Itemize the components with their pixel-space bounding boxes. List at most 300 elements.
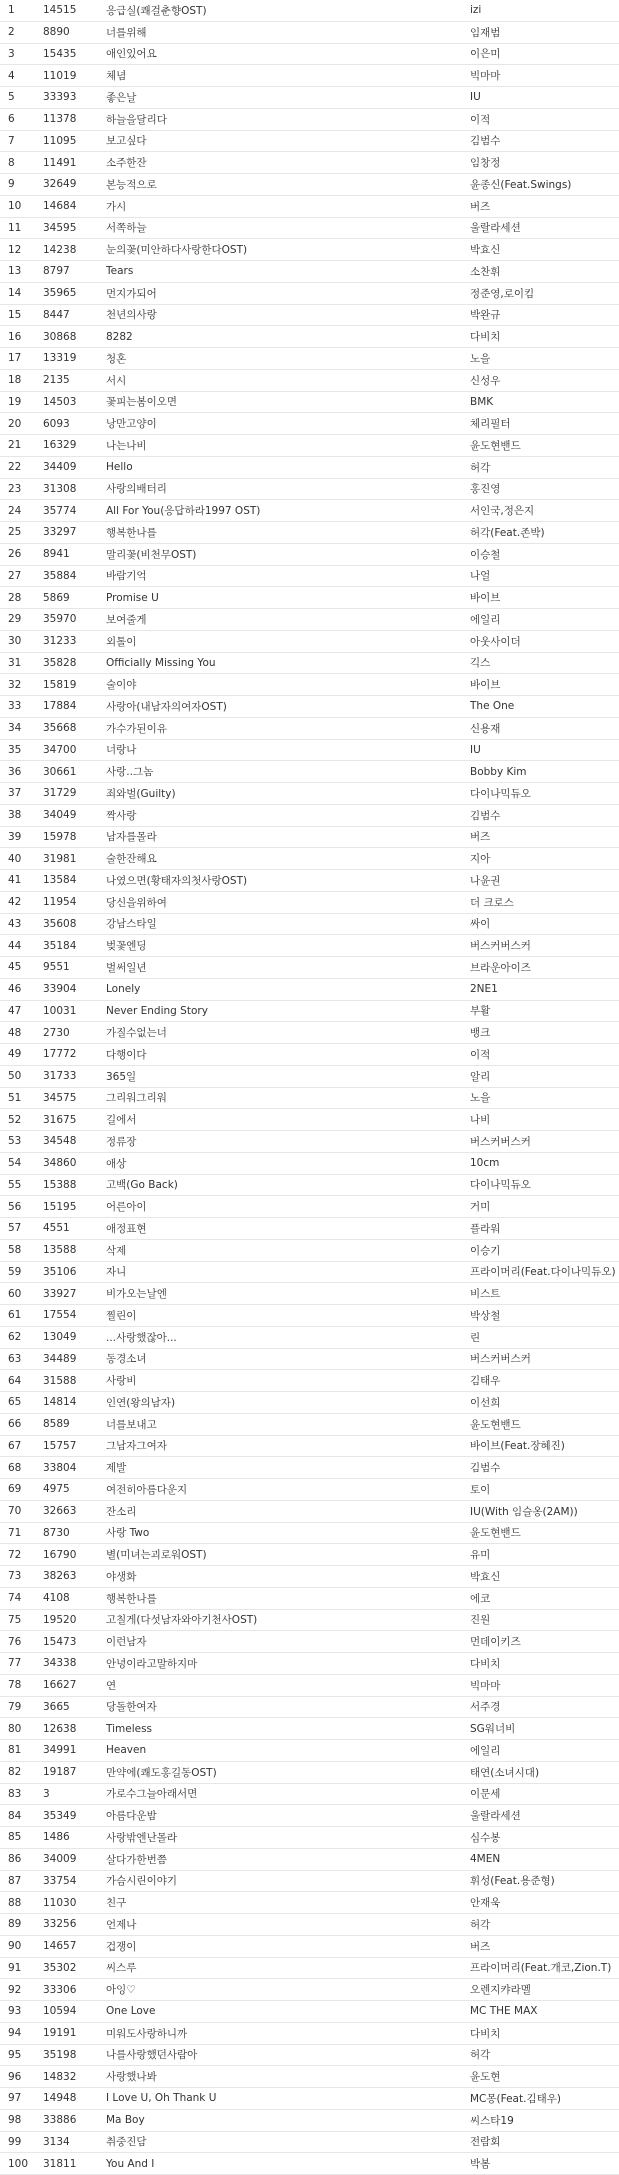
song-number-cell: 34991 [43, 1744, 77, 1757]
song-number-cell: 33297 [43, 526, 77, 539]
song-number-cell: 34049 [43, 809, 77, 822]
song-title-cell: 별(미녀는괴로워OST) [106, 1549, 207, 1562]
table-row [0, 1435, 619, 1457]
rank-cell: 14 [8, 287, 22, 300]
table-row [0, 935, 619, 957]
song-number-cell: 8730 [43, 1526, 70, 1539]
rank-cell: 22 [8, 461, 22, 474]
artist-cell: 휘성(Feat.용준형) [470, 1875, 555, 1888]
rank-cell: 37 [8, 787, 22, 800]
song-number-cell: 12638 [43, 1722, 77, 1735]
song-title-cell: 가슴시린이야기 [106, 1875, 178, 1888]
artist-cell: 다비치 [470, 2027, 501, 2040]
song-title-cell: 사랑아(내남자의여자OST) [106, 700, 227, 713]
artist-cell: 바이브(Feat.장혜진) [470, 1440, 565, 1453]
artist-cell: SG워너비 [470, 1723, 516, 1736]
table-row [0, 1696, 619, 1718]
table-row [0, 326, 619, 348]
song-number-cell: 35302 [43, 1961, 77, 1974]
song-title-cell: 비가오는날엔 [106, 1288, 167, 1301]
table-row [0, 1174, 619, 1196]
artist-cell: 이적 [470, 1048, 491, 1061]
song-number-cell: 34575 [43, 1091, 77, 1104]
table-row [0, 696, 619, 718]
table-row [0, 543, 619, 565]
song-title-cell: 술이야 [106, 679, 137, 692]
rank-cell: 71 [8, 1526, 22, 1539]
song-number-cell: 33886 [43, 2114, 77, 2127]
table-row [0, 783, 619, 805]
song-title-cell: 죄와벌(Guilty) [106, 787, 176, 800]
table-row [0, 1500, 619, 1522]
artist-cell: 임창정 [470, 157, 501, 170]
rank-cell: 73 [8, 1570, 22, 1583]
song-number-cell: 34595 [43, 221, 77, 234]
rank-cell: 96 [8, 2070, 22, 2083]
song-title-cell: 좋은날 [106, 91, 137, 104]
song-title-cell: 외톨이 [106, 635, 137, 648]
song-number-cell: 34338 [43, 1657, 77, 1670]
rank-cell: 27 [8, 569, 22, 582]
song-title-cell: 취중진담 [106, 2136, 147, 2149]
song-number-cell: 19520 [43, 1613, 77, 1626]
table-row [0, 500, 619, 522]
song-number-cell: 35774 [43, 504, 77, 517]
artist-cell: 김범수 [470, 135, 501, 148]
song-title-cell: 사랑밖엔난몰라 [106, 1831, 178, 1844]
song-number-cell: 6093 [43, 417, 70, 430]
song-number-cell: 35828 [43, 656, 77, 669]
artist-cell: 울랄라세션 [470, 1810, 521, 1823]
artist-cell: 빅마마 [470, 1679, 501, 1692]
song-number-cell: 8589 [43, 1418, 70, 1431]
table-row [0, 1196, 619, 1218]
song-title-cell: 천년의사랑 [106, 309, 157, 322]
song-title-cell: 여전히아름다운지 [106, 1483, 188, 1496]
table-row [0, 1022, 619, 1044]
song-title-cell: Officially Missing You [106, 656, 216, 669]
table-row [0, 174, 619, 196]
table-row [0, 609, 619, 631]
artist-cell: 태연(소녀시대) [470, 1766, 540, 1779]
artist-cell: IU [470, 91, 481, 104]
artist-cell: 안재욱 [470, 1897, 501, 1910]
artist-cell: 뱅크 [470, 1027, 491, 1040]
artist-cell: MC몽(Feat.김태우) [470, 2092, 561, 2105]
artist-cell: 울랄라세션 [470, 222, 521, 235]
song-title-cell: 사랑 Two [106, 1527, 150, 1540]
rank-cell: 46 [8, 983, 22, 996]
song-title-cell: 하늘을달리다 [106, 113, 167, 126]
rank-cell: 86 [8, 1853, 22, 1866]
song-title-cell: Ma Boy [106, 2114, 145, 2127]
rank-cell: 55 [8, 1178, 22, 1191]
artist-cell: 유미 [470, 1549, 491, 1562]
artist-cell: 비스트 [470, 1288, 501, 1301]
rank-cell: 57 [8, 1222, 22, 1235]
rank-cell: 54 [8, 1157, 22, 1170]
artist-cell: 2NE1 [470, 983, 498, 996]
song-title-cell: 눈의꽃(미안하다사랑한다OST) [106, 244, 248, 257]
artist-cell: 4MEN [470, 1853, 501, 1866]
song-title-cell: Never Ending Story [106, 1004, 208, 1017]
rank-cell: 79 [8, 1700, 22, 1713]
artist-cell: izi [470, 4, 482, 17]
song-number-cell: 13584 [43, 874, 77, 887]
rank-cell: 52 [8, 1113, 22, 1126]
song-number-cell: 17884 [43, 700, 77, 713]
song-title-cell: I Love U, Oh Thank U [106, 2092, 217, 2105]
table-row [0, 87, 619, 109]
artist-cell: 오렌지캬라멜 [470, 1984, 531, 1997]
table-row [0, 652, 619, 674]
song-number-cell: 15757 [43, 1439, 77, 1452]
song-title-cell: ...사랑했잖아... [106, 1331, 177, 1344]
artist-cell: 다이나믹듀오 [470, 787, 531, 800]
song-number-cell: 3134 [43, 2135, 70, 2148]
artist-cell: 다이나믹듀오 [470, 1179, 531, 1192]
artist-cell: 심수봉 [470, 1831, 501, 1844]
artist-cell: 10cm [470, 1157, 500, 1170]
song-title-cell: 제발 [106, 1462, 127, 1475]
rank-cell: 47 [8, 1004, 22, 1017]
artist-cell: 버즈 [470, 1940, 491, 1953]
rank-cell: 24 [8, 504, 22, 517]
table-row [0, 739, 619, 761]
song-title-cell: 언제나 [106, 1918, 137, 1931]
song-number-cell: 19191 [43, 2027, 77, 2040]
table-row [0, 65, 619, 87]
rank-cell: 80 [8, 1722, 22, 1735]
rank-cell: 21 [8, 439, 22, 452]
table-row [0, 43, 619, 65]
artist-cell: 버스커버스커 [470, 940, 531, 953]
song-title-cell: 아잉♡ [106, 1984, 136, 1997]
song-number-cell: 11095 [43, 134, 77, 147]
table-row [0, 261, 619, 283]
table-row [0, 1653, 619, 1675]
artist-cell: 홍진영 [470, 483, 501, 496]
table-row [0, 913, 619, 935]
song-number-cell: 11954 [43, 896, 77, 909]
song-number-cell: 8447 [43, 308, 70, 321]
song-title-cell: 자니 [106, 1266, 127, 1279]
table-row [0, 522, 619, 544]
song-title-cell: 길에서 [106, 1114, 137, 1127]
rank-cell: 15 [8, 308, 22, 321]
artist-cell: 진원 [470, 1614, 491, 1627]
table-row [0, 1348, 619, 1370]
table-row [0, 1870, 619, 1892]
artist-cell: 에일리 [470, 613, 501, 626]
artist-cell: 다비치 [470, 1657, 501, 1670]
artist-cell: 더 크로스 [470, 896, 514, 909]
rank-cell: 39 [8, 830, 22, 843]
artist-cell: 임재범 [470, 26, 501, 39]
song-title-cell: 소주한잔 [106, 157, 147, 170]
artist-cell: 거미 [470, 1201, 491, 1214]
song-title-cell: 나를사랑했던사람아 [106, 2049, 198, 2062]
song-number-cell: 35668 [43, 722, 77, 735]
rank-cell: 13 [8, 265, 22, 278]
song-number-cell: 8797 [43, 265, 70, 278]
table-row [0, 0, 619, 21]
table-row [0, 2044, 619, 2066]
artist-cell: 김범수 [470, 809, 501, 822]
song-number-cell: 17554 [43, 1309, 77, 1322]
song-number-cell: 13319 [43, 352, 77, 365]
rank-cell: 98 [8, 2114, 22, 2127]
artist-cell: 바이브 [470, 679, 501, 692]
artist-cell: 노을 [470, 1092, 491, 1105]
artist-cell: 신성우 [470, 374, 501, 387]
song-number-cell: 35608 [43, 917, 77, 930]
song-title-cell: 행복한나를 [106, 526, 157, 539]
artist-cell: 버즈 [470, 831, 491, 844]
rank-cell: 41 [8, 874, 22, 887]
song-title-cell: 8282 [106, 330, 133, 343]
song-title-cell: 벌써일년 [106, 961, 147, 974]
rank-cell: 19 [8, 395, 22, 408]
table-row [0, 1827, 619, 1849]
song-number-cell: 31588 [43, 1374, 77, 1387]
song-number-cell: 14515 [43, 4, 77, 17]
artist-cell: 서인국,정은지 [470, 505, 535, 518]
song-number-cell: 11019 [43, 69, 77, 82]
table-row [0, 21, 619, 43]
table-row [0, 1479, 619, 1501]
song-number-cell: 16627 [43, 1679, 77, 1692]
song-number-cell: 30661 [43, 765, 77, 778]
table-row [0, 2022, 619, 2044]
table-row [0, 1457, 619, 1479]
song-title-cell: 낭만고양이 [106, 418, 157, 431]
song-number-cell: 14503 [43, 395, 77, 408]
song-number-cell: 35106 [43, 1265, 77, 1278]
song-number-cell: 33904 [43, 983, 77, 996]
table-row [0, 1718, 619, 1740]
song-number-cell: 31729 [43, 787, 77, 800]
table-row [0, 2153, 619, 2175]
table-row [0, 1131, 619, 1153]
rank-cell: 6 [8, 113, 15, 126]
song-number-cell: 35349 [43, 1809, 77, 1822]
artist-cell: 플라워 [470, 1222, 501, 1235]
artist-cell: 이은미 [470, 48, 501, 61]
song-number-cell: 35184 [43, 939, 77, 952]
table-row [0, 1305, 619, 1327]
artist-cell: 김범수 [470, 1462, 501, 1475]
artist-cell: 버스커버스커 [470, 1135, 531, 1148]
table-row [0, 1283, 619, 1305]
rank-cell: 16 [8, 330, 22, 343]
song-number-cell: 4975 [43, 1483, 70, 1496]
table-row [0, 1674, 619, 1696]
rank-cell: 53 [8, 1135, 22, 1148]
song-title-cell: 서시 [106, 374, 127, 387]
song-title-cell: 정류장 [106, 1135, 137, 1148]
song-title-cell: 술한잔해요 [106, 853, 157, 866]
artist-cell: 나비 [470, 1114, 491, 1127]
rank-cell: 8 [8, 156, 15, 169]
rank-cell: 51 [8, 1091, 22, 1104]
artist-cell: 토이 [470, 1483, 491, 1496]
table-row [0, 2131, 619, 2153]
song-title-cell: You And I [106, 2157, 155, 2170]
rank-cell: 77 [8, 1657, 22, 1670]
rank-cell: 4 [8, 69, 15, 82]
artist-cell: 김태우 [470, 1375, 501, 1388]
song-number-cell: 9551 [43, 961, 70, 974]
song-title-cell: 삭제 [106, 1244, 127, 1257]
table-row [0, 239, 619, 261]
song-number-cell: 14948 [43, 2092, 77, 2105]
song-number-cell: 5869 [43, 591, 70, 604]
table-row [0, 565, 619, 587]
table-row [0, 1218, 619, 1240]
table-row [0, 1065, 619, 1087]
rank-cell: 44 [8, 939, 22, 952]
table-row [0, 978, 619, 1000]
artist-cell: 박완규 [470, 309, 501, 322]
table-row [0, 717, 619, 739]
artist-cell: 전람회 [470, 2136, 501, 2149]
artist-cell: 에코 [470, 1592, 491, 1605]
song-number-cell: 38263 [43, 1570, 77, 1583]
table-row [0, 761, 619, 783]
artist-cell: 씨스타19 [470, 2114, 514, 2127]
song-title-cell: Lonely [106, 983, 141, 996]
rank-cell: 11 [8, 221, 22, 234]
artist-cell: 부활 [470, 1005, 491, 1018]
table-row [0, 1000, 619, 1022]
rank-cell: 90 [8, 1940, 22, 1953]
rank-cell: 60 [8, 1287, 22, 1300]
artist-cell: 체리필터 [470, 418, 511, 431]
song-number-cell: 35198 [43, 2048, 77, 2061]
song-title-cell: 다행이다 [106, 1048, 147, 1061]
artist-cell: 아웃사이더 [470, 635, 521, 648]
table-row [0, 1392, 619, 1414]
rank-cell: 18 [8, 374, 22, 387]
song-title-cell: 사랑비 [106, 1375, 137, 1388]
song-number-cell: 34409 [43, 461, 77, 474]
artist-cell: 정준영,로이킴 [470, 287, 535, 300]
rank-cell: 61 [8, 1309, 22, 1322]
song-number-cell: 15435 [43, 47, 77, 60]
table-row [0, 804, 619, 826]
song-title-cell: 안녕이라고말하지마 [106, 1657, 198, 1670]
song-title-cell: 먼지가되어 [106, 287, 157, 300]
table-row [0, 1609, 619, 1631]
song-number-cell: 33256 [43, 1918, 77, 1931]
song-title-cell: 겁쟁이 [106, 1940, 137, 1953]
song-title-cell: 어른아이 [106, 1201, 147, 1214]
table-row [0, 478, 619, 500]
song-title-cell: 너를보내고 [106, 1418, 157, 1431]
song-number-cell: 33393 [43, 91, 77, 104]
song-number-cell: 14684 [43, 200, 77, 213]
table-row [0, 1370, 619, 1392]
song-number-cell: 11491 [43, 156, 77, 169]
table-row [0, 957, 619, 979]
song-title-cell: 남자를몰라 [106, 831, 157, 844]
song-number-cell: 34489 [43, 1352, 77, 1365]
song-number-cell: 15819 [43, 678, 77, 691]
song-title-cell: 나는나비 [106, 439, 147, 452]
song-number-cell: 31233 [43, 635, 77, 648]
table-row [0, 1261, 619, 1283]
rank-cell: 85 [8, 1831, 22, 1844]
song-title-cell: 친구 [106, 1897, 127, 1910]
table-row [0, 674, 619, 696]
artist-cell: 린 [470, 1331, 481, 1344]
rank-cell: 88 [8, 1896, 22, 1909]
rank-cell: 38 [8, 809, 22, 822]
artist-cell: 싸이 [470, 918, 491, 931]
song-title-cell: 이런남자 [106, 1636, 147, 1649]
song-number-cell: 32663 [43, 1505, 77, 1518]
song-title-cell: Heaven [106, 1744, 147, 1757]
song-title-cell: 가로수그늘아래서면 [106, 1788, 198, 1801]
rank-cell: 84 [8, 1809, 22, 1822]
artist-cell: 긱스 [470, 657, 491, 670]
rank-cell: 68 [8, 1461, 22, 1474]
rank-cell: 30 [8, 635, 22, 648]
artist-cell: 다비치 [470, 331, 501, 344]
table-row [0, 282, 619, 304]
rank-cell: 97 [8, 2092, 22, 2105]
rank-cell: 64 [8, 1374, 22, 1387]
song-title-cell: 연 [106, 1679, 117, 1692]
artist-cell: IU [470, 743, 481, 756]
table-row [0, 217, 619, 239]
song-title-cell: 아름다운밤 [106, 1810, 157, 1823]
song-title-cell: 인연(왕의남자) [106, 1396, 176, 1409]
rank-cell: 72 [8, 1548, 22, 1561]
rank-cell: 91 [8, 1961, 22, 1974]
table-row [0, 1413, 619, 1435]
song-number-cell: 31811 [43, 2157, 77, 2170]
artist-cell: IU(With 임슬옹(2AM)) [470, 1505, 578, 1518]
rank-cell: 87 [8, 1874, 22, 1887]
rank-cell: 76 [8, 1635, 22, 1648]
table-row [0, 1740, 619, 1762]
rank-cell: 33 [8, 700, 22, 713]
song-title-cell: 씨스루 [106, 1962, 137, 1975]
table-row [0, 413, 619, 435]
song-title-cell: 청혼 [106, 352, 127, 365]
table-row [0, 1631, 619, 1653]
artist-cell: 윤종신(Feat.Swings) [470, 178, 572, 191]
rank-cell: 99 [8, 2135, 22, 2148]
song-title-cell: 야생화 [106, 1570, 137, 1583]
artist-cell: 브라운아이즈 [470, 961, 531, 974]
song-number-cell: 15195 [43, 1200, 77, 1213]
rank-cell: 7 [8, 134, 15, 147]
song-title-cell: One Love [106, 2005, 156, 2018]
song-title-cell: 미워도사랑하니까 [106, 2027, 188, 2040]
rank-cell: 69 [8, 1483, 22, 1496]
song-title-cell: 그리워그리워 [106, 1092, 167, 1105]
rank-cell: 3 [8, 47, 15, 60]
rank-cell: 35 [8, 743, 22, 756]
song-title-cell: 너를위해 [106, 26, 147, 39]
table-row [0, 587, 619, 609]
song-title-cell: 서쪽하늘 [106, 222, 147, 235]
table-row [0, 391, 619, 413]
rank-cell: 67 [8, 1439, 22, 1452]
